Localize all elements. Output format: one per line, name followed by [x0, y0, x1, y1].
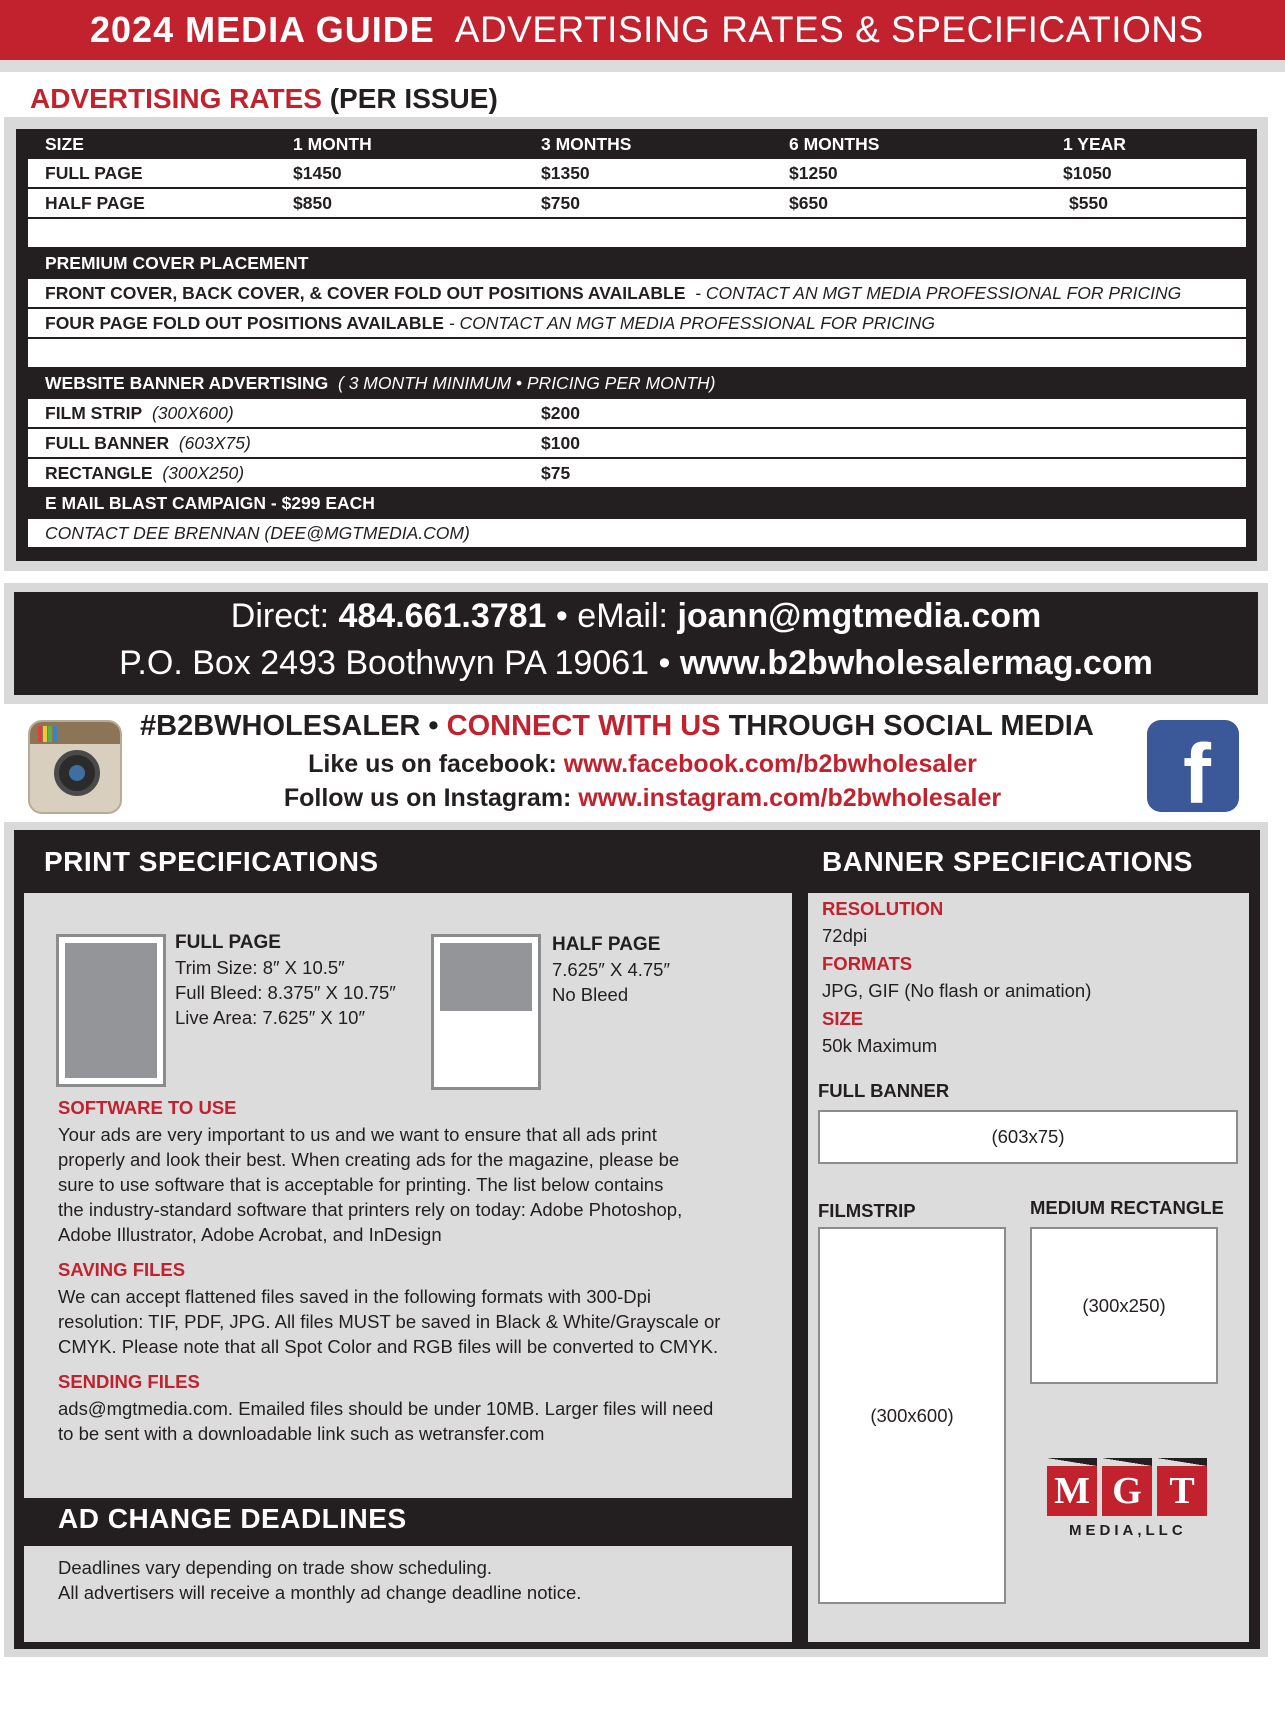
print-specs-heading: PRINT SPECIFICATIONS: [44, 846, 379, 877]
table-row: [28, 519, 1246, 547]
deadlines-heading: AD CHANGE DEADLINES: [58, 1503, 407, 1534]
logo-letter-m: M: [1047, 1466, 1097, 1516]
resolution-label: RESOLUTION: [822, 898, 944, 919]
email-link[interactable]: joann@mgtmedia.com: [677, 597, 1042, 635]
rectangle-dims: (300x250): [1082, 1294, 1166, 1316]
rates-title-main: ADVERTISING RATES: [30, 83, 322, 114]
web-item-label: RECTANGLE: [45, 462, 153, 483]
sending-text-line: ads@mgtmedia.com. Emailed files should be under 10MB. Larger files will need: [58, 1398, 714, 1419]
instagram-label: Follow us on Instagram:: [283, 784, 572, 812]
web-item-price: $200: [541, 402, 580, 423]
half-page-bleed: No Bleed: [552, 984, 629, 1005]
web-item-label: FULL BANNER: [45, 432, 170, 453]
full-banner-dims: (603x75): [991, 1126, 1065, 1147]
half-page-thumbnail: [431, 934, 541, 1090]
full-page-trim: Trim Size: 8″ X 10.5″: [175, 957, 345, 978]
full-page-live-area: [65, 943, 157, 1078]
table-row: [28, 459, 1246, 487]
formats-label: FORMATS: [822, 953, 913, 974]
filmstrip-box: [818, 1227, 1006, 1604]
contact-line-2: [14, 644, 1258, 683]
resolution-value: 72dpi: [822, 925, 868, 946]
premium-line-2-note: - CONTACT AN MGT MEDIA PROFESSIONAL FOR PRICING: [448, 312, 935, 333]
connect-red: CONNECT WITH US: [446, 710, 721, 742]
email-heading-row: [28, 489, 1246, 517]
col-3-months: 3 MONTHS: [541, 133, 632, 154]
phone-link[interactable]: 484.661.3781: [338, 597, 547, 635]
logo-letter-g: G: [1102, 1466, 1152, 1516]
row-price: $1350: [541, 162, 590, 183]
web-item-label: FILM STRIP: [45, 402, 143, 423]
rates-title: [30, 83, 498, 115]
full-page-title: FULL PAGE: [175, 932, 281, 953]
software-text-line: Adobe Illustrator, Adobe Acrobat, and InDesign: [58, 1224, 442, 1245]
web-heading: [45, 373, 716, 394]
table-row: [28, 399, 1246, 427]
header-divider: [0, 60, 1285, 72]
banner-specs-heading: BANNER SPECIFICATIONS: [822, 846, 1193, 877]
row-price: $750: [541, 192, 580, 213]
camera-top-stripe: [30, 722, 120, 744]
col-6-months: 6 MONTHS: [789, 133, 880, 154]
web-heading-note: ( 3 MONTH MINIMUM • PRICING PER MONTH): [338, 372, 716, 393]
software-text-line: sure to use software that is acceptable for printing. The list below contains: [58, 1174, 664, 1195]
full-page-bleed: Full Bleed: 8.375″ X 10.75″: [175, 982, 396, 1003]
email-label: eMail:: [577, 597, 668, 635]
row-price: $650: [789, 192, 828, 213]
table-row: [28, 309, 1246, 337]
web-item-dims: (300X600): [151, 402, 234, 423]
email-heading: E MAIL BLAST CAMPAIGN - $299 EACH: [45, 492, 375, 513]
premium-heading-row: [28, 249, 1246, 277]
row-price: $550: [1069, 192, 1108, 213]
table-row: [28, 189, 1246, 217]
row-price: $1050: [1063, 162, 1112, 183]
logo-letter-t: T: [1157, 1466, 1207, 1516]
web-item-name: [45, 433, 251, 454]
instagram-link[interactable]: www.instagram.com/b2bwholesaler: [578, 784, 1002, 812]
premium-line-2-text: FOUR PAGE FOLD OUT POSITIONS AVAILABLE: [45, 312, 444, 333]
web-heading-row: [28, 369, 1246, 397]
saving-text-line: CMYK. Please note that all Spot Color and RGB files will be converted to CMYK.: [58, 1336, 719, 1357]
row-price: $850: [293, 192, 332, 213]
stripe-blue: [53, 726, 57, 742]
premium-line-1: [45, 283, 1181, 304]
table-row: [28, 279, 1246, 307]
social-title: [140, 710, 1094, 743]
row-size: HALF PAGE: [45, 192, 145, 213]
rates-header-row: [28, 130, 1246, 158]
website-link[interactable]: www.b2bwholesalermag.com: [679, 644, 1153, 682]
email-contact: CONTACT DEE BRENNAN (DEE@MGTMEDIA.COM): [45, 522, 470, 543]
facebook-line: [0, 750, 1285, 779]
facebook-label: Like us on facebook:: [308, 750, 557, 778]
web-item-price: $75: [541, 462, 571, 483]
col-1-year: 1 YEAR: [1063, 133, 1126, 154]
web-item-name: [45, 463, 244, 484]
sending-heading: SENDING FILES: [58, 1371, 200, 1392]
filmstrip-dims: (300x600): [870, 1404, 954, 1426]
guide-subtitle: ADVERTISING RATES & SPECIFICATIONS: [454, 9, 1204, 50]
guide-title: 2024 MEDIA GUIDE: [90, 9, 435, 50]
web-heading-text: WEBSITE BANNER ADVERTISING: [45, 372, 329, 393]
table-spacer-row: [28, 219, 1246, 247]
row-price: $1450: [293, 162, 342, 183]
logo-subtitle: MEDIA,LLC: [1069, 1522, 1187, 1539]
instagram-line: [0, 784, 1285, 813]
full-page-thumbnail: [56, 934, 166, 1087]
web-item-dims: (603X75): [178, 432, 251, 453]
direct-label: Direct:: [230, 597, 330, 635]
hashtag: #B2BWHOLESALER •: [140, 710, 439, 742]
stripe-yellow: [43, 726, 47, 742]
premium-line-2: [45, 313, 935, 334]
table-spacer-row: [28, 339, 1246, 367]
half-page-title: HALF PAGE: [552, 934, 661, 955]
software-text-line: Your ads are very important to us and we want to ensure that all ads print: [58, 1124, 657, 1145]
stripe-red: [38, 726, 42, 742]
contact-band: [14, 592, 1258, 695]
full-banner-box: [818, 1110, 1238, 1164]
full-page-live: Live Area: 7.625″ X 10″: [175, 1007, 366, 1028]
separator: •: [555, 597, 568, 635]
header-band: [0, 0, 1285, 60]
col-size: SIZE: [45, 133, 84, 154]
rates-table: [16, 129, 1257, 561]
facebook-f-icon[interactable]: [1147, 720, 1239, 812]
software-text-line: properly and look their best. When creating ads for the magazine, please be: [58, 1149, 680, 1170]
table-row: [28, 429, 1246, 457]
premium-line-1-note: - CONTACT AN MGT MEDIA PROFESSIONAL FOR PRICING: [695, 282, 1182, 303]
web-item-price: $100: [541, 432, 580, 453]
address: P.O. Box 2493 Boothwyn PA 19061: [119, 644, 650, 682]
size-value: 50k Maximum: [822, 1035, 938, 1056]
saving-heading: SAVING FILES: [58, 1259, 186, 1280]
filmstrip-label: FILMSTRIP: [818, 1200, 916, 1221]
formats-value: JPG, GIF (No flash or animation): [822, 980, 1092, 1001]
half-page-size: 7.625″ X 4.75″: [552, 959, 671, 980]
premium-line-1-text: FRONT COVER, BACK COVER, & COVER FOLD OUT POSITIONS AVAILABLE: [45, 282, 686, 303]
rates-title-qualifier: (PER ISSUE): [329, 83, 498, 114]
size-label: SIZE: [822, 1008, 864, 1029]
rectangle-label: MEDIUM RECTANGLE: [1030, 1197, 1224, 1218]
separator: •: [658, 644, 671, 682]
col-1-month: 1 MONTH: [293, 133, 372, 154]
mgt-media-logo: [1045, 1458, 1215, 1548]
saving-text-line: We can accept flattened files saved in the following formats with 300-Dpi: [58, 1286, 651, 1307]
rectangle-box: [1030, 1227, 1218, 1384]
web-item-name: [45, 403, 234, 424]
facebook-f-glyph: f: [1183, 727, 1211, 812]
facebook-link[interactable]: www.facebook.com/b2bwholesaler: [563, 750, 977, 778]
stripe-green: [48, 726, 52, 742]
software-heading: SOFTWARE TO USE: [58, 1097, 237, 1118]
deadlines-text-line: Deadlines vary depending on trade show scheduling.: [58, 1557, 493, 1578]
deadlines-text-line: All advertisers will receive a monthly ad change deadline notice.: [58, 1582, 582, 1603]
saving-text-line: resolution: TIF, PDF, JPG. All files MUST be saved in Black & White/Grayscale or: [58, 1311, 721, 1332]
half-page-area: [440, 943, 532, 1011]
sending-text-line: to be sent with a downloadable link such as wetransfer.com: [58, 1423, 545, 1444]
software-text-line: the industry-standard software that printers rely on today: Adobe Photoshop,: [58, 1199, 683, 1220]
contact-frame: [4, 583, 1268, 704]
premium-heading: PREMIUM COVER PLACEMENT: [45, 252, 309, 273]
row-price: $1250: [789, 162, 838, 183]
contact-line-1: [14, 597, 1258, 636]
row-size: FULL PAGE: [45, 162, 143, 183]
connect-rest: THROUGH SOCIAL MEDIA: [728, 710, 1094, 742]
rates-table-frame: [4, 117, 1268, 571]
table-row: [28, 159, 1246, 187]
web-item-dims: (300X250): [162, 462, 245, 483]
full-banner-label: FULL BANNER: [818, 1080, 950, 1101]
